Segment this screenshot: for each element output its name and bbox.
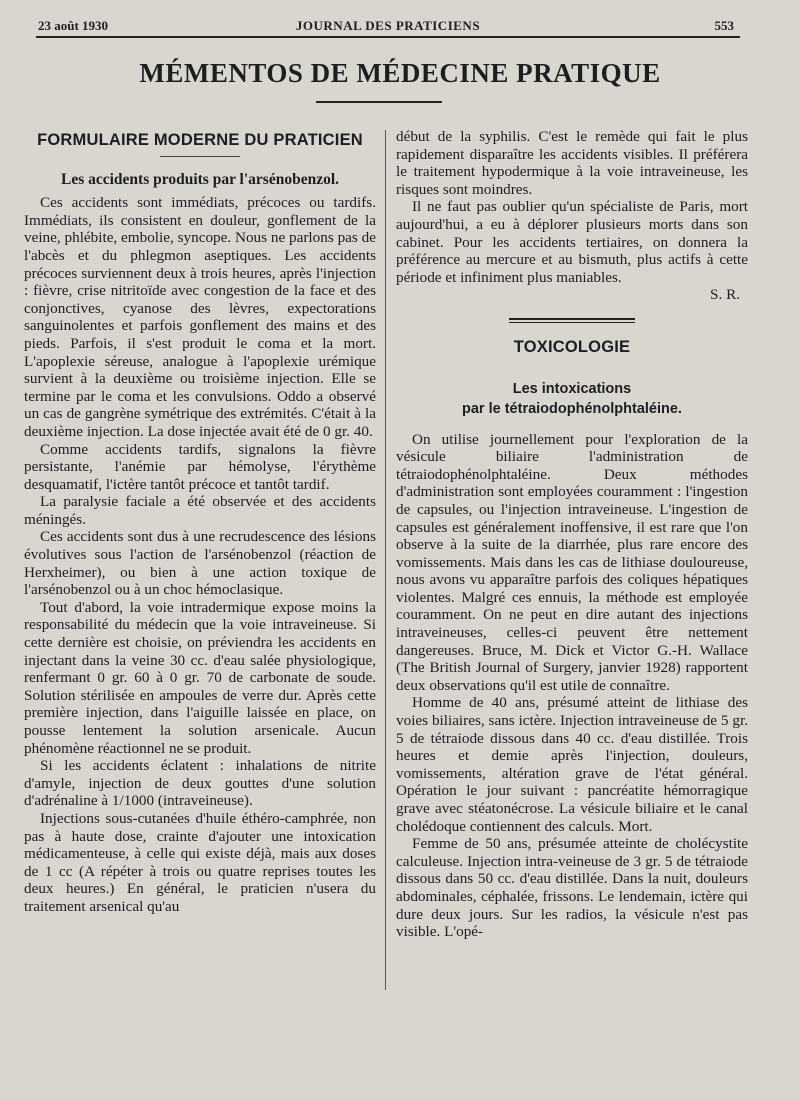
author-signature: S. R.: [710, 286, 740, 304]
header-rule: [36, 36, 740, 38]
section-separator: [509, 318, 635, 323]
paragraph: Comme accidents tardifs, signalons la fièvre persistante, l'anémie par hémolyse, l'érythème desquamatif, l'ictère tantôt précoce et tantôt tardif.: [24, 440, 376, 493]
title-rule: [316, 101, 442, 103]
paragraph: La paralysie faciale a été observée et des accidents méningés.: [24, 493, 376, 528]
page-title: MÉMENTOS DE MÉDECINE PRATIQUE: [139, 58, 661, 88]
column-divider: [385, 130, 386, 990]
section-rule: [160, 156, 240, 157]
section-title-toxicologie: TOXICOLOGIE: [513, 337, 631, 356]
paragraph: début de la syphilis. C'est le remède qui fait le plus rapidement disparaître les accidents visibles. Il préférera le traitement hypodermique à la voie intraveineuse, les risques sont moindres.: [396, 128, 748, 198]
paragraph: Il ne faut pas oublier qu'un spécialiste de Paris, mort aujourd'hui, a eu à déplorer plusieurs morts dans son cabinet. Pour les accidents tertiaires, on donnera la préférence au mercure et au bismuth, plus actifs à cette période et infiniment plus maniables.: [396, 198, 748, 286]
article-title-line-2: par le tétraiodophénolphtaléine.: [462, 400, 682, 417]
header-journal-name: JOURNAL DES PRATICIENS: [295, 18, 481, 33]
paragraph: Femme de 50 ans, présumée atteinte de cholécystite calculeuse. Injection intra-veineuse de 3 gr. 5 de tétraiode dissous dans 50 cc. d'eau distillée. Dans la nuit, douleurs abdominales, céphalée, frissons. Le lendemain, ictère qui dure deux jours. Sur les radios, la vésicule n'est pas visible. L'opé-: [396, 835, 748, 941]
paragraph: On utilise journellement pour l'exploration de la vésicule biliaire l'administration de tétraiodophénolphtaléine. Deux méthodes d'administration sont employées couramment : l'ingestion de capsules, ou l'injection intraveineuse. L'ingestion de capsules est généralement inoffensive, il est rare que l'on observe à la suite de la diarrhée, plus rare encore des vomissements. Mais dans les cas de lithiase douloureuse, nous avons vu apparaître parfois des coliques hépatiques violentes. Malgré ces ennuis, la méthode est employée couramment. On ne peut en dire autant des injections intraveineuses, celles-ci peuvent être nettement dangereuses. Bruce, M. Dick et Victor G.-H. Wallace (The British Journal of Surgery, janvier 1928) rapportent deux observations qu'il est utile de connaître.: [396, 430, 748, 694]
paragraph: Tout d'abord, la voie intradermique expose moins la responsabilité du médecin que la voie intraveineuse. Si cette dernière est choisie, on préviendra les accidents en injectant dans la veine 30 cc. d'eau salée physiologique, renfermant 0 gr. 60 à 0 gr. 70 de carbonate de soude. Solution stérilisée en ampoules de verre dur. Après cette première injection, dans l'aiguille laissée en place, on pousse lentement la solution arsenicale. Aucun phénomène réactionnel ne se produit.: [24, 598, 376, 757]
header-date: 23 août 1930: [38, 18, 109, 33]
paragraph: Si les accidents éclatent : inhalations de nitrite d'amyle, injection de deux gouttes d'une solution d'adrénaline à 1/1000 (intraveineuse).: [24, 757, 376, 810]
running-header: [38, 14, 738, 38]
paragraph: Homme de 40 ans, présumé atteint de lithiase des voies biliaires, sans ictère. Injection intraveineuse de 5 gr. 5 de tétraiode dissous dans 40 cc. d'eau distillée. Trois heures et demie après l'injection, douleurs, vomissements, altération grave de l'état général. Opération le jour suivant : pancréatite hémorragique grave avec stéatonécrose. La vésicule biliaire et le canal cholédoque contiennent des calculs. Mort.: [396, 694, 748, 835]
spacer: [396, 419, 748, 431]
left-column: [24, 128, 376, 916]
page-number: 553: [714, 18, 734, 33]
paragraph: Ces accidents sont immédiats, précoces ou tardifs. Immédiats, ils consistent en douleur, gonflement de la veine, phlébite, embolie, syncope. Nous ne parlons pas de l'abcès et du phlegmon aseptiques. Les accidents précoces surviennent deux à trois heures, après l'injection : fièvre, crise nitritoïde avec congestion de la face et des conjonctives, cyanose des lèvres, expectorations sanguinolentes et parfois gonflement des mains et des pieds. Parfois, il s'est produit le coma et la mort. L'apoplexie séreuse, analogue à l'apoplexie urémique survient à la deuxième ou troisième injection. Elle se termine par le coma et les convulsions. Oddo a observé un cas de gangrène symétrique des extrémités. C'était à la deuxième injection. La dose injectée avait été de 0 gr. 40.: [24, 194, 376, 440]
paragraph: Injections sous-cutanées d'huile éthéro-camphrée, non pas à haute dose, crainte d'ajouter une intoxication médicamenteuse, à celle qui existe déjà, mais aux doses de 1 cc (A répéter à trois ou quatre reprises toutes les deux heures.) En général, le praticien n'usera du traitement arsenical qu'au: [24, 809, 376, 915]
paragraph: Ces accidents sont dus à une recrudescence des lésions évolutives sous l'action de l'arsénobenzol (réaction de Herxheimer), ou bien à une action toxique de l'arsénobenzol ou à un choc hémoclasique.: [24, 528, 376, 599]
article-title-line-1: Les intoxications: [512, 380, 632, 397]
article-subtitle: Les accidents produits par l'arsénobenzol.: [60, 170, 340, 188]
right-column: [396, 128, 748, 941]
section-title-formulaire: FORMULAIRE MODERNE DU PRATICIEN: [37, 131, 363, 149]
